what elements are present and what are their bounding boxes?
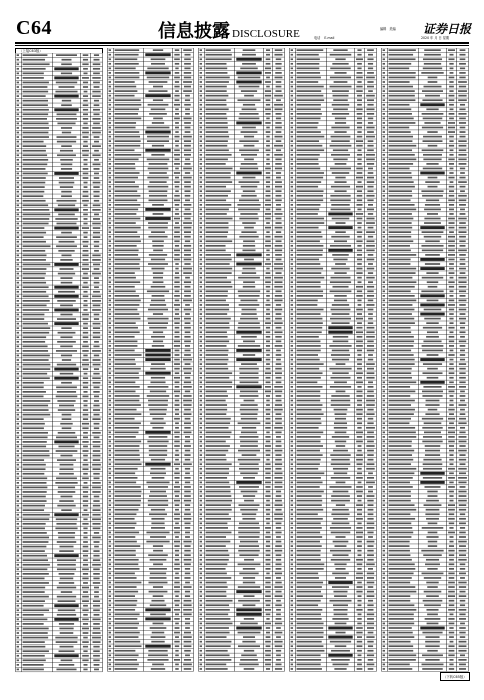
disclosure-table [15,53,103,674]
table-column-1 [15,48,103,676]
date-line: 2020 年 月 日 星期 [421,36,450,40]
disclosure-columns [15,48,469,676]
contact-line [314,35,337,40]
table-column-4 [289,48,377,676]
editor-label: 编辑 [380,27,387,31]
editor-line [380,26,398,31]
masthead-rule-thin [15,45,469,46]
table-column-2 [107,48,194,676]
disclosure-table [198,48,285,674]
masthead-rule-thick [15,42,469,44]
disclosure-table [107,48,194,674]
section-title-zh: 信息披露 [158,21,230,42]
section-title-en: DISCLOSURE [232,28,300,40]
table-column-5 [381,48,469,676]
art-editor-label: 美编 [389,27,396,31]
masthead [0,0,484,46]
section-title [158,17,300,43]
newspaper-logo: 证券日报 [423,22,472,36]
continuation-note: （下转C65版） [440,672,470,681]
disclosure-table [289,48,377,674]
phone-label: 电话 [314,36,321,40]
disclosure-table [381,48,469,674]
table-caption: （上接C63版） [15,48,103,53]
page-number: C64 [16,17,52,39]
email-label: E-mail [324,36,335,40]
table-column-3 [198,48,285,676]
